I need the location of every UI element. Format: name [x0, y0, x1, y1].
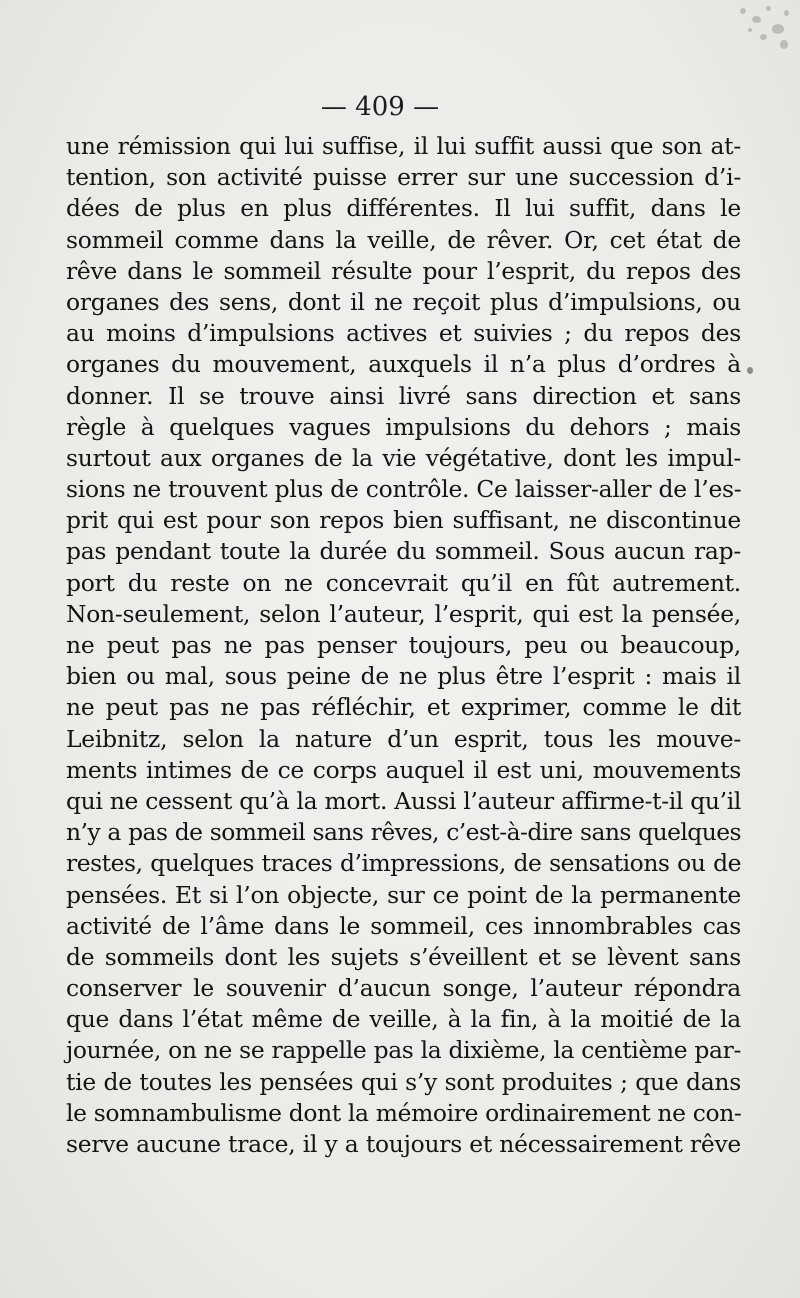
text-line: bien ou mal, sous peine de ne plus être l’esprit : mais il	[66, 662, 741, 691]
text-line: ments intimes de ce corps auquel il est uni, mouvements	[66, 755, 741, 784]
page-number: — 409 —	[320, 92, 440, 122]
text-line: une rémission qui lui suffise, il lui suffit aussi que son at-	[66, 132, 741, 160]
text-line: de sommeils dont les sujets s’éveillent et se lèvent sans	[66, 942, 741, 971]
text-line: sommeil comme dans la veille, de rêver. Or, cet état de	[66, 225, 741, 254]
text-line: prit qui est pour son repos bien suffisant, ne discontinue	[66, 506, 741, 535]
text-line: pensées. Et si l’on objecte, sur ce point de la permanente	[66, 880, 741, 909]
text-line: conserver le souvenir d’aucun songe, l’auteur répondra	[66, 974, 741, 1003]
text-line: que dans l’état même de veille, à la fin, à la moitié de la	[66, 1005, 741, 1034]
text-line: journée, on ne se rappelle pas la dixième, la centième par-	[66, 1036, 741, 1065]
text-line: sions ne trouvent plus de contrôle. Ce laisser-aller de l’es-	[66, 475, 742, 504]
text-line: organes du mouvement, auxquels il n’a plus d’ordres à	[66, 350, 741, 379]
text-line: Non-seulement, selon l’auteur, l’esprit, qui est la pensée,	[66, 599, 741, 628]
text-line: Leibnitz, selon la nature d’un esprit, tous les mouve-	[66, 724, 741, 753]
text-line: ne peut pas ne pas réfléchir, et exprimer, comme le dit	[66, 693, 741, 722]
text-line: restes, quelques traces d’impressions, de sensations ou de	[66, 849, 741, 878]
text-line: organes des sens, dont il ne reçoit plus d’impulsions, ou	[66, 287, 741, 316]
text-line: donner. Il se trouve ainsi livré sans direction et sans	[66, 381, 741, 410]
text-line: le somnambulisme dont la mémoire ordinairement ne con-	[66, 1098, 742, 1127]
text-line: tie de toutes les pensées qui s’y sont produites ; que dans	[66, 1067, 741, 1096]
text-line: rêve dans le sommeil résulte pour l’esprit, du repos des	[66, 256, 741, 285]
text-line: dées de plus en plus différentes. Il lui suffit, dans le	[66, 194, 741, 223]
page-stain	[722, 2, 792, 58]
margin-mark	[747, 367, 753, 374]
text-line: règle à quelques vagues impulsions du dehors ; mais	[66, 412, 741, 441]
text-line: pas pendant toute la durée du sommeil. Sous aucun rap-	[66, 537, 741, 566]
text-line: n’y a pas de sommeil sans rêves, c’est-à-dire sans quelques	[66, 818, 741, 847]
text-line: qui ne cessent qu’à la mort. Aussi l’auteur affirme-t-il qu’il	[66, 786, 741, 815]
text-line: ne peut pas ne pas penser toujours, peu ou beaucoup,	[66, 631, 741, 659]
text-line: port du reste on ne concevrait qu’il en fût autrement.	[66, 568, 741, 597]
text-line: au moins d’impulsions actives et suivies ; du repos des	[66, 319, 741, 348]
text-line: serve aucune trace, il y a toujours et nécessairement rêve	[66, 1130, 741, 1158]
text-line: surtout aux organes de la vie végétative, dont les impul-	[66, 443, 741, 472]
text-line: tention, son activité puisse errer sur une succession d’i-	[66, 163, 741, 192]
text-line: activité de l’âme dans le sommeil, ces innombrables cas	[66, 911, 741, 940]
body-text	[66, 131, 741, 1160]
